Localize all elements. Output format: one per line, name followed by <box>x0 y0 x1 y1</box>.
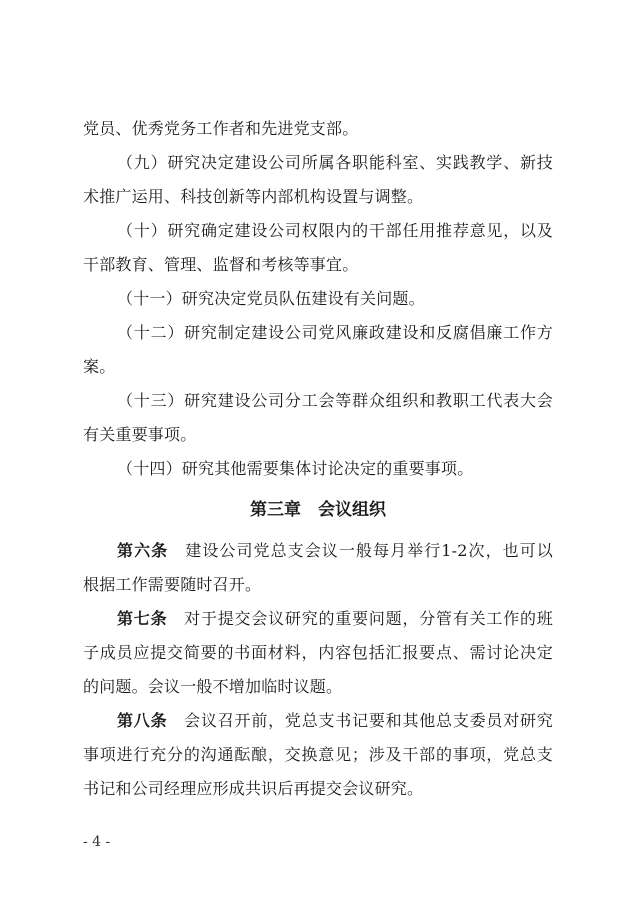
article-6-line <box>83 534 553 568</box>
paragraph-line: （九）研究决定建设公司所属各职能科室、实践教学、新技 <box>117 153 553 172</box>
article-7-line: 的问题。会议一般不增加临时议题。 <box>83 677 343 696</box>
paragraph-line: 有关重要事项。 <box>83 425 197 444</box>
paragraph-line: 术推广运用、科技创新等内部机构设置与调整。 <box>83 187 424 206</box>
page-number: - 4 - <box>83 834 111 850</box>
paragraph-line: 案。 <box>83 357 116 376</box>
paragraph-line: （十四）研究其他需要集体讨论决定的重要事项。 <box>117 459 474 478</box>
paragraph-line: （十）研究确定建设公司权限内的干部任用推荐意见，以及 <box>117 221 553 240</box>
paragraph-line: （十二）研究制定建设公司党风廉政建设和反腐倡廉工作方 <box>117 323 553 342</box>
article-8-line: 书记和公司经理应形成共识后再提交会议研究。 <box>83 779 424 798</box>
article-8-line: 事项进行充分的沟通酝酿，交换意见；涉及干部的事项，党总支 <box>83 745 553 764</box>
article-text: 对于提交会议研究的重要问题，分管有关工作的班 <box>167 609 553 628</box>
article-7-line <box>83 602 553 636</box>
paragraph-line: （十一）研究决定党员队伍建设有关问题。 <box>117 289 425 308</box>
paragraph-line: 干部教育、管理、监督和考核等事宜。 <box>83 255 359 274</box>
paragraph-line: 党员、优秀党务工作者和先进党支部。 <box>83 119 359 138</box>
article-label: 第七条 <box>117 609 168 628</box>
body-text <box>83 112 553 806</box>
chapter-title: 第三章 会议组织 <box>250 500 386 520</box>
article-text: 建设公司党总支会议一般每月举行1-2次，也可以 <box>168 541 553 560</box>
article-label: 第八条 <box>117 711 168 730</box>
article-8-line <box>83 704 553 738</box>
article-7-line: 子成员应提交简要的书面材料，内容包括汇报要点、需讨论决定 <box>83 643 553 662</box>
paragraph-line: （十三）研究建设公司分工会等群众组织和教职工代表大会 <box>117 391 553 410</box>
article-label: 第六条 <box>117 541 169 560</box>
article-6-line: 根据工作需要随时召开。 <box>83 575 262 594</box>
article-text: 会议召开前，党总支书记要和其他总支委员对研究 <box>167 711 553 730</box>
